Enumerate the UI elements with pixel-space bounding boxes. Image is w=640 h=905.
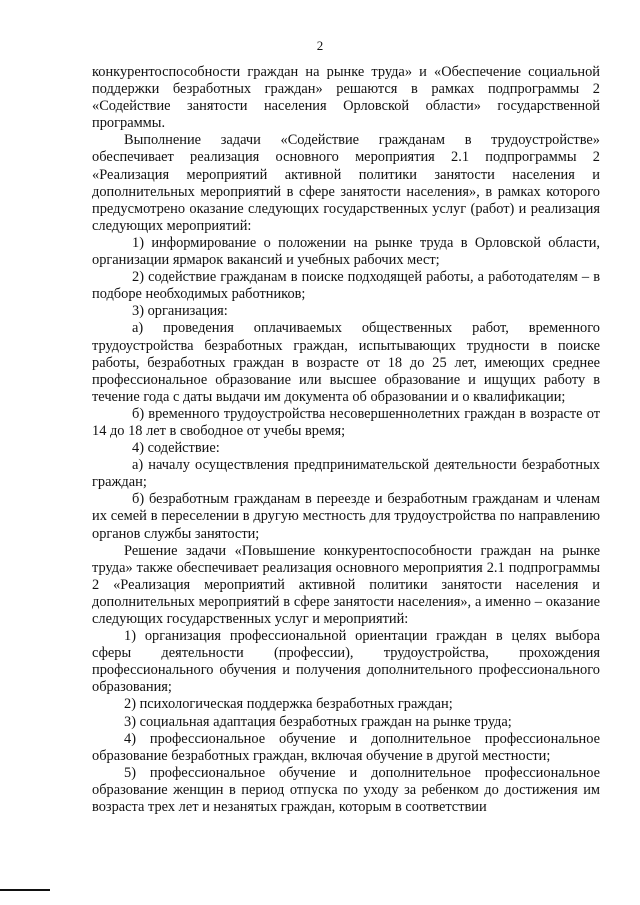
paragraph-intro-continuation: конкурентоспособности граждан на рынке труда» и «Обеспечение социальной поддержки безработных граждан» решаются в рамках подпрограммы 2 «Содействие занятости населения Орловской области» государственной программы.: [92, 64, 600, 132]
list-item-2-job-search: 2) содействие гражданам в поиске подходящей работы, а работодателям – в подборе необходимых работников;: [92, 269, 600, 303]
list-item-2-psychological-support: 2) психологическая поддержка безработных граждан;: [124, 696, 453, 713]
list-item-3b-minors-employment: б) временного трудоустройства несовершеннолетних граждан в возрасте от 14 до 18 лет в свободное от учебы время;: [92, 405, 600, 439]
list-item-3-social-adaptation: 3) социальная адаптация безработных граждан на рынке труда;: [124, 713, 512, 730]
list-item-1-career-guidance: 1) организация профессиональной ориентации граждан в целях выбора сферы деятельности (профессии), трудоустройства, прохождения профессионального обучения и получения дополнительного профессионального образования;: [92, 628, 600, 696]
page-number: 2: [316, 38, 324, 53]
document-body: [92, 64, 600, 816]
paragraph-task-employment: Выполнение задачи «Содействие гражданам в трудоустройстве» обеспечивает реализация основного мероприятия 2.1 подпрограммы 2 «Реализация мероприятий активной политики занятости населения и дополнительных мероприятий в сфере занятости населения», в рамках которого предусмотрено оказание следующих государственных услуг (работ) и реализация следующих мероприятий:: [92, 132, 600, 234]
list-item-3a-public-works: а) проведения оплачиваемых общественных работ, временного трудоустройства безработных граждан, испытывающих трудности в поиске работы, безработных граждан в возрасте от 18 до 25 лет, имеющих среднее профессиональное образование или высшее образование и ищущих работу в течение года с даты выдачи им документа об образовании и о квалификации;: [92, 320, 600, 405]
list-item-5-women-training: 5) профессиональное обучение и дополнительное профессиональное образование женщин в период отпуска по уходу за ребенком до достижения им возраста трех лет и незанятых граждан, которым в соответствии: [92, 764, 600, 816]
list-item-4-assistance: 4) содействие:: [132, 440, 220, 457]
paragraph-task-competitiveness: Решение задачи «Повышение конкурентоспособности граждан на рынке труда» также обеспечивает реализация основного мероприятия 2.1 подпрограммы 2 «Реализация мероприятий активной политики занятости населения и дополнительных мероприятий в сфере занятости населения», а именно – оказание следующих государственных услуг и мероприятий:: [92, 542, 600, 627]
list-item-4b-relocation: б) безработным гражданам в переезде и безработным гражданам и членам их семей в переселении в другую местность для трудоустройства по направлению органов службы занятости;: [92, 491, 600, 542]
footer-rule: [0, 889, 50, 891]
list-item-3-organization: 3) организация:: [132, 303, 228, 320]
list-item-1-informing: 1) информирование о положении на рынке труда в Орловской области, организации ярмарок вакансий и учебных рабочих мест;: [92, 234, 600, 269]
list-item-4a-entrepreneurship: а) началу осуществления предпринимательской деятельности безработных граждан;: [92, 457, 600, 491]
list-item-4-vocational-training: 4) профессиональное обучение и дополнительное профессиональное образование безработных граждан, включая обучение в другой местности;: [92, 730, 600, 764]
